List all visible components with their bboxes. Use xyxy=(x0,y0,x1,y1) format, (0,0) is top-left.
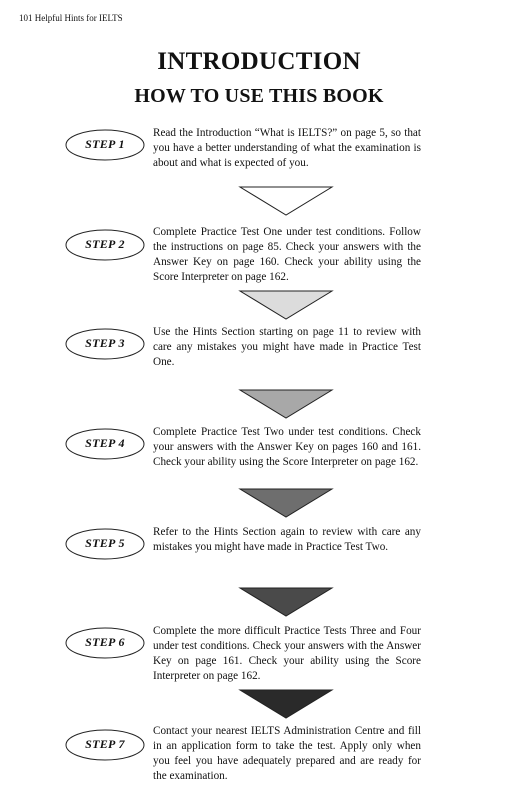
step-6-badge xyxy=(64,626,146,660)
arrow-6 xyxy=(238,688,334,720)
page-title: INTRODUCTION xyxy=(157,48,361,75)
down-arrow-icon xyxy=(238,586,334,618)
arrow-3 xyxy=(238,388,334,420)
running-header: 101 Helpful Hints for IELTS xyxy=(19,13,123,23)
arrow-1 xyxy=(238,185,334,217)
step-5-text: Refer to the Hints Section again to review with care any mistakes you might have made in Practice Test Two. xyxy=(153,526,421,553)
step-7-text: Contact your nearest IELTS Administration Centre and fill in an application form to take the test. Apply only when you feel you have adequately prepared and are ready for the examination. xyxy=(153,725,421,782)
step-3-text: Use the Hints Section starting on page 11 to review with care any mistakes you might have made in Practice Test One. xyxy=(153,326,421,368)
step-4-label: STEP 4 xyxy=(85,436,125,450)
arrow-2 xyxy=(238,289,334,321)
arrow-5 xyxy=(238,586,334,618)
step-1-label: STEP 1 xyxy=(85,137,125,151)
step-2-badge xyxy=(64,228,146,262)
down-arrow-icon xyxy=(238,185,334,217)
step-2-label: STEP 2 xyxy=(85,237,125,251)
step-3-label: STEP 3 xyxy=(85,336,125,350)
step-7-label: STEP 7 xyxy=(85,737,125,751)
step-2-text: Complete Practice Test One under test conditions. Follow the instructions on page 85. Check your answers with the Answer Key on page 160. Check your ability using the Score Interpreter on page 162. xyxy=(153,226,421,283)
step-7-badge xyxy=(64,728,146,762)
step-1-text: Read the Introduction “What is IELTS?” on page 5, so that you have a better understanding of what the examination is about and what is expected of you. xyxy=(153,127,421,169)
step-6-label: STEP 6 xyxy=(85,635,125,649)
step-3-badge xyxy=(64,327,146,361)
arrow-4 xyxy=(238,487,334,519)
down-arrow-icon xyxy=(238,487,334,519)
page-subtitle: HOW TO USE THIS BOOK xyxy=(134,85,384,107)
down-arrow-icon xyxy=(238,289,334,321)
down-arrow-icon xyxy=(238,688,334,720)
down-arrow-icon xyxy=(238,388,334,420)
step-4-text: Complete Practice Test Two under test conditions. Check your answers with the Answer Key on pages 160 and 161. Check your ability using the Score Interpreter on page 162. xyxy=(153,426,421,468)
step-1-badge xyxy=(64,128,146,162)
step-6-text: Complete the more difficult Practice Tests Three and Four under test conditions. Check your answers with the Answer Key on page 161. Check your ability using the Score Interpreter on page 162. xyxy=(153,625,421,682)
step-5-label: STEP 5 xyxy=(85,536,125,550)
step-4-badge xyxy=(64,427,146,461)
step-5-badge xyxy=(64,527,146,561)
